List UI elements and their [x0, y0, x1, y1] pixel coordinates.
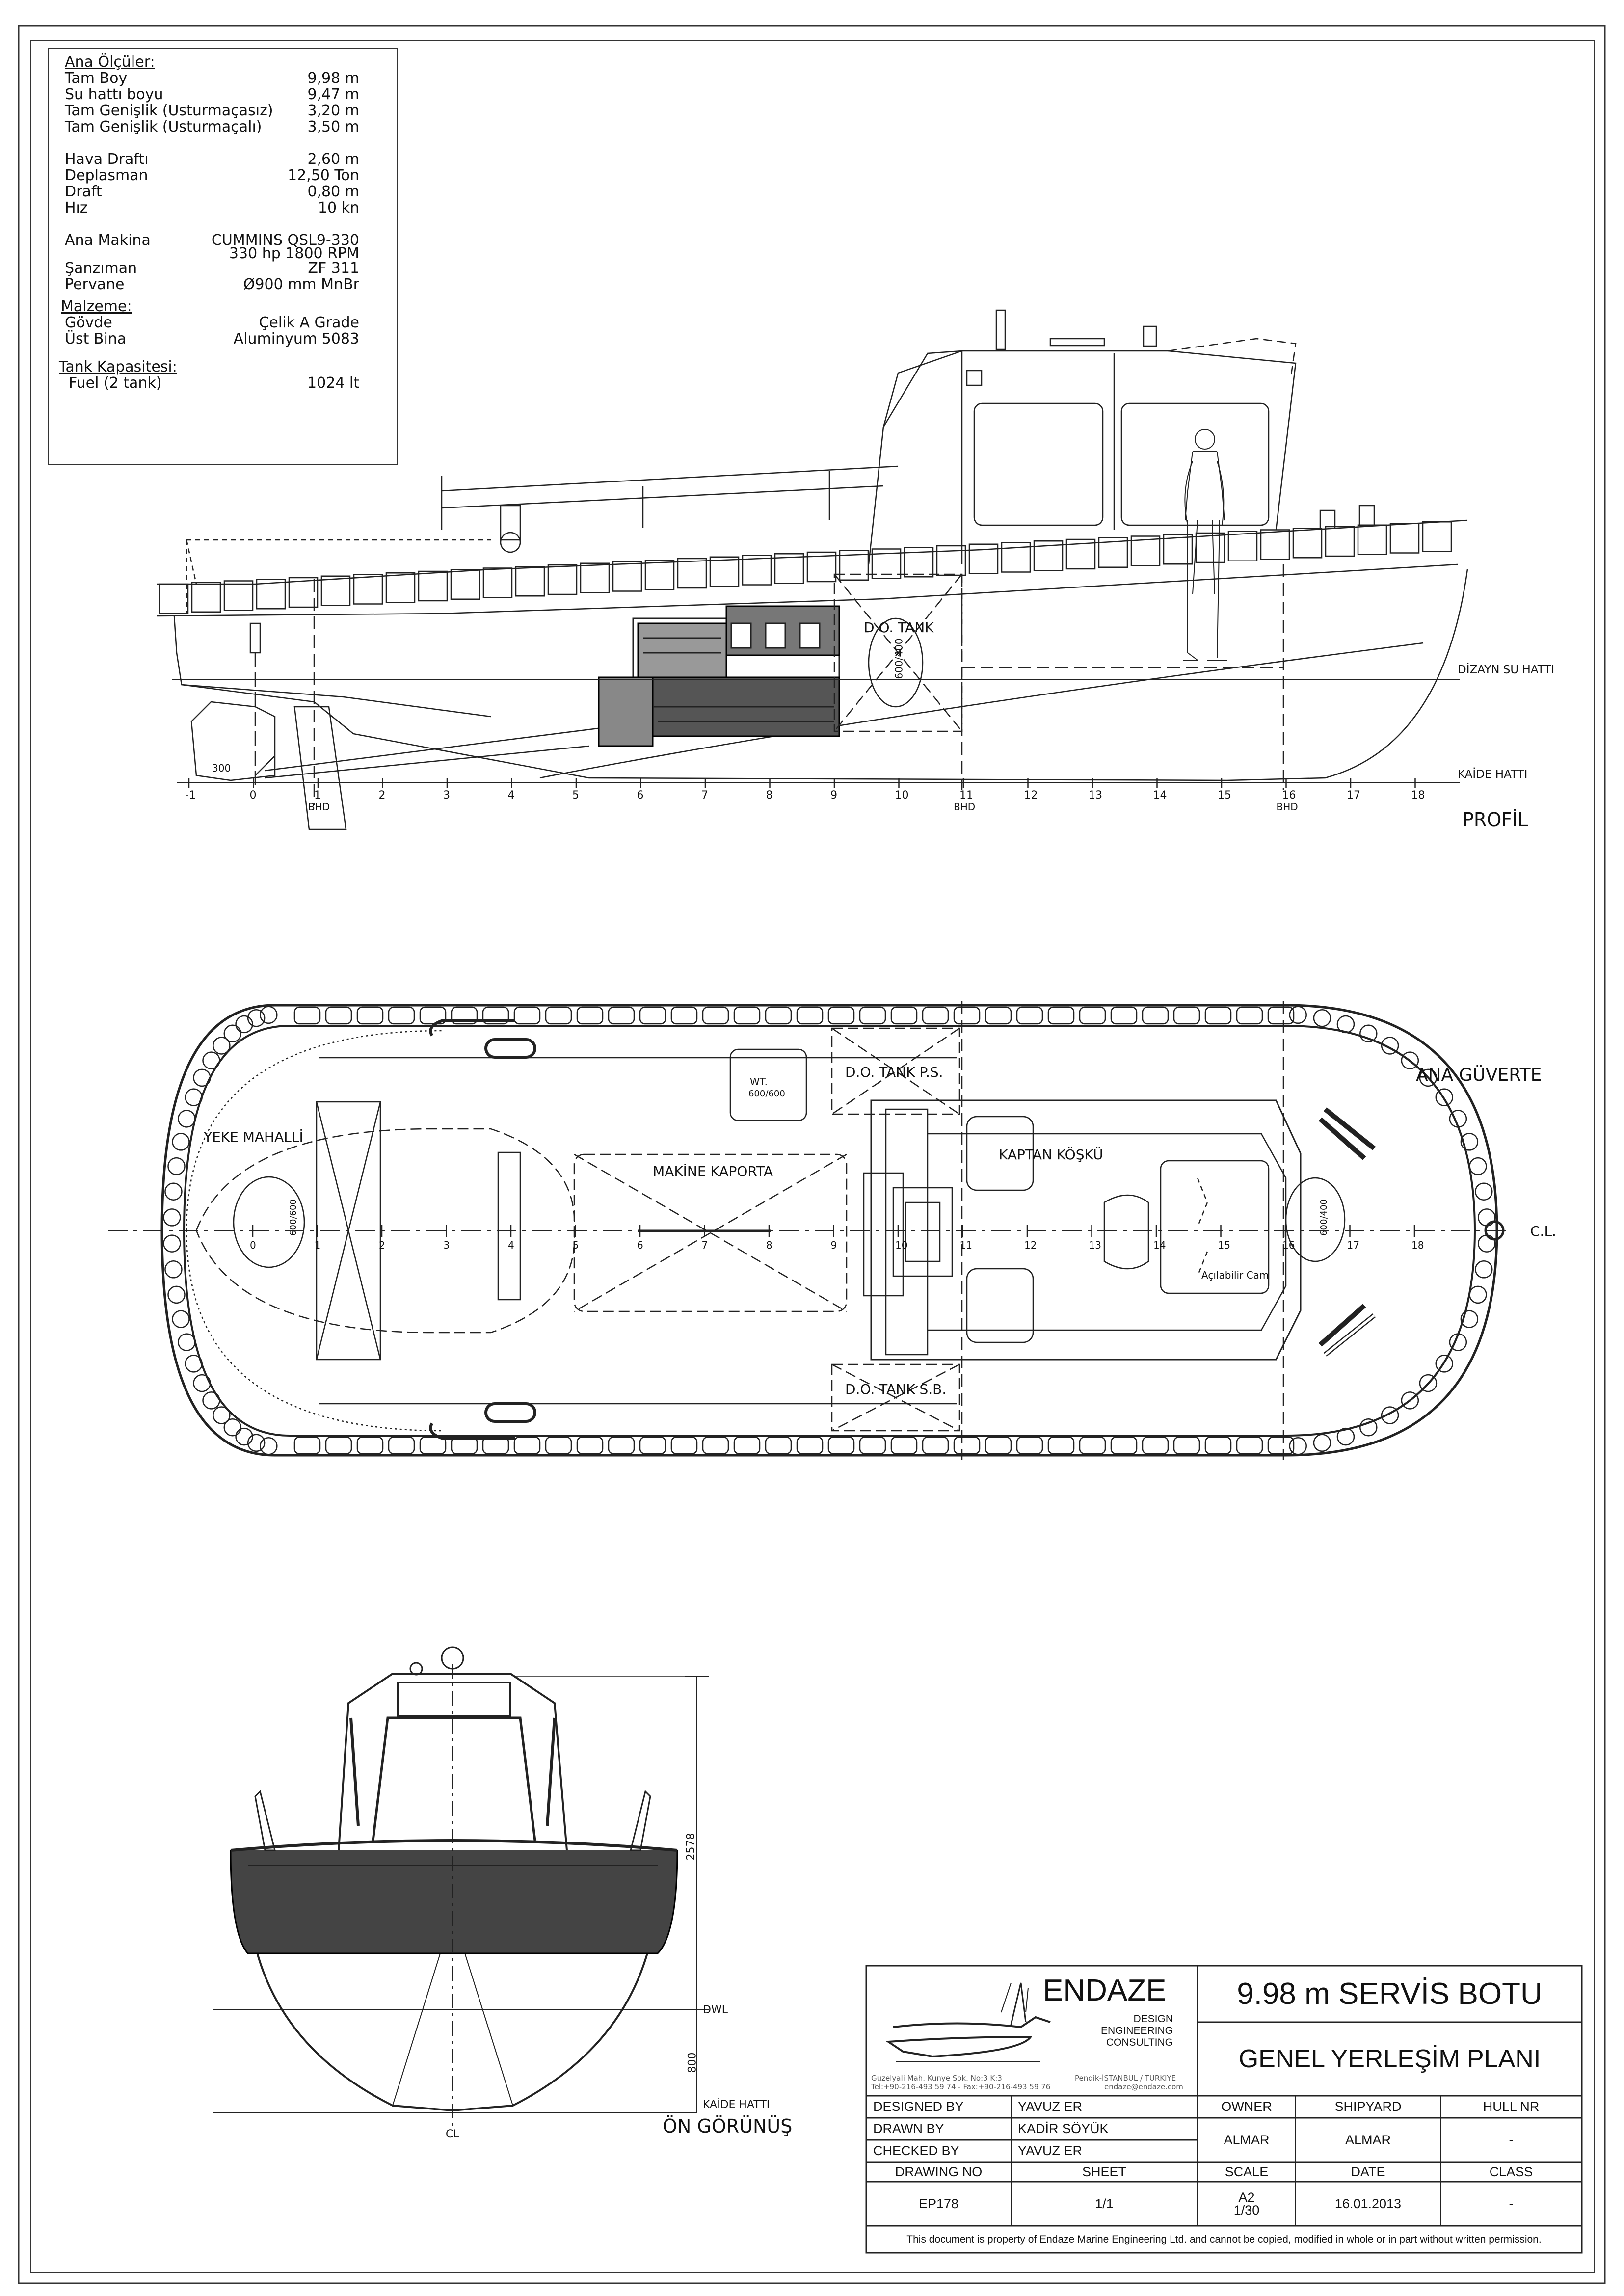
spec-heading-tank: Tank Kapasitesi: — [59, 358, 177, 375]
hatch-size-label: 600/600 — [288, 1199, 298, 1236]
frame-number: 11 — [959, 789, 973, 801]
company-email: endaze@endaze.com — [1104, 2082, 1183, 2091]
spec-value: 2,60 m — [307, 151, 359, 168]
disclaimer: This document is property of Endaze Marine Engineering Ltd. and cannot be copied, modified in whole or in part without written permission. — [906, 2233, 1542, 2245]
bulkhead-label: BHD — [308, 801, 330, 813]
front-title: ÖN GÖRÜNÜŞ — [663, 2115, 793, 2137]
spec-value: 3,50 m — [307, 118, 359, 135]
company-name: ENDAZE — [1043, 1974, 1167, 2007]
frame-number: 3 — [443, 789, 450, 801]
company-service: ENGINEERING — [1100, 2025, 1173, 2036]
project-title: 9.98 m SERVİS BOTU — [1237, 1977, 1543, 2011]
frame-number: 11 — [959, 1239, 972, 1251]
deck-title: ANA GÜVERTE — [1416, 1065, 1542, 1085]
center-line-label: C.L. — [1530, 1223, 1556, 1239]
spec-value: 10 kn — [318, 199, 359, 216]
do-tank-sb-label: D.O. TANK S.B. — [845, 1381, 947, 1397]
owner-value: ALMAR — [1224, 2132, 1270, 2147]
frame-number: 0 — [249, 789, 257, 801]
frame-number: 8 — [766, 1239, 772, 1251]
frame-number: 15 — [1218, 789, 1231, 801]
class-label: CLASS — [1489, 2164, 1533, 2179]
company-address: Guzelyali Mah. Kunye Sok. No:3 K:3 — [871, 2074, 1002, 2082]
frame-number: 13 — [1089, 789, 1102, 801]
checked-by-label: CHECKED BY — [873, 2143, 959, 2158]
spec-key: Gövde — [65, 314, 112, 331]
sheet-value: 1/1 — [1095, 2196, 1114, 2211]
frame-number: 9 — [830, 1239, 837, 1251]
frame-number: 12 — [1024, 1239, 1037, 1251]
frame-number: 5 — [572, 1239, 579, 1251]
hatch-size-label: 600/600 — [748, 1089, 785, 1099]
frame-number: 6 — [637, 789, 644, 801]
shipyard-label: SHIPYARD — [1334, 2099, 1402, 2114]
spec-key: Hız — [65, 199, 88, 216]
logo-mark — [893, 2017, 1050, 2027]
company-service: CONSULTING — [1106, 2037, 1173, 2048]
spec-value: ZF 311 — [308, 260, 359, 277]
frame-number: 5 — [572, 789, 579, 801]
frame-number: 16 — [1282, 789, 1296, 801]
spec-key: Şanzıman — [65, 260, 137, 277]
frame-number: 8 — [766, 789, 773, 801]
owner-label: OWNER — [1221, 2099, 1272, 2114]
drawing-title: GENEL YERLEŞİM PLANI — [1238, 2045, 1541, 2073]
opening-window-label: Açılabilir Cam — [1201, 1269, 1269, 1281]
hull-label: HULL NR — [1483, 2099, 1540, 2114]
drawing-no-value: EP178 — [918, 2196, 959, 2211]
front-baseline-label: KAİDE HATTI — [703, 2099, 770, 2111]
spec-key: Deplasman — [65, 167, 148, 184]
engine-hatch-label: MAKİNE KAPORTA — [653, 1163, 773, 1179]
frame-number: 1 — [314, 789, 321, 801]
frame-number: 4 — [508, 1239, 514, 1251]
dimension-label: 300 — [212, 762, 231, 774]
hatch-label: WT. — [750, 1076, 768, 1088]
scale-paper: A2 — [1238, 2190, 1255, 2205]
spec-value: 12,50 Ton — [287, 167, 359, 184]
do-tank-ps-label: D.O. TANK P.S. — [845, 1064, 943, 1080]
spec-heading-main: Ana Ölçüler: — [65, 53, 155, 71]
wheelhouse-label: KAPTAN KÖŞKÜ — [999, 1147, 1103, 1163]
spec-key: Su hattı boyu — [65, 86, 163, 103]
frame-number: 14 — [1153, 1239, 1166, 1251]
frame-number: 13 — [1089, 1239, 1101, 1251]
spec-key: Ana Makina — [65, 232, 151, 249]
spec-value: CUMMINS QSL9-330 — [211, 232, 359, 249]
frame-number: 6 — [637, 1239, 643, 1251]
hatch-size-label: 600/400 — [1318, 1199, 1329, 1236]
baseline-label: KAİDE HATTI — [1458, 768, 1528, 781]
frame-number: 18 — [1411, 789, 1425, 801]
spec-key: Hava Draftı — [65, 151, 149, 168]
frame-number: -1 — [185, 789, 196, 801]
drawn-by-label: DRAWN BY — [873, 2121, 944, 2136]
class-value: - — [1509, 2196, 1514, 2211]
checked-by-value: YAVUZ ER — [1018, 2143, 1083, 2158]
spec-key: Üst Bina — [65, 330, 127, 347]
front-dwl-label: DWL — [703, 2004, 728, 2016]
company-city: Pendik-İSTANBUL / TURKIYE — [1075, 2074, 1176, 2082]
frame-number: 17 — [1347, 1239, 1359, 1251]
frame-number: 18 — [1411, 1239, 1424, 1251]
date-label: DATE — [1351, 2164, 1385, 2179]
company-service: DESIGN — [1133, 2013, 1173, 2025]
frame-number: 2 — [378, 789, 386, 801]
spec-value: 9,47 m — [307, 86, 359, 103]
frame-number: 16 — [1282, 1239, 1295, 1251]
frame-number: 17 — [1347, 789, 1360, 801]
spec-value: 1024 lt — [307, 374, 359, 392]
scale-ratio: 1/30 — [1233, 2203, 1260, 2217]
frame-number: 1 — [314, 1239, 321, 1251]
scale-label: SCALE — [1225, 2164, 1269, 2179]
front-dim-draft: 800 — [686, 2052, 699, 2073]
spec-key: Tam Boy — [65, 70, 128, 87]
hull-value: - — [1509, 2132, 1514, 2147]
spec-key: Pervane — [65, 276, 125, 293]
frame-number: 7 — [701, 1239, 708, 1251]
profile-title: PROFİL — [1463, 809, 1528, 830]
front-cl-label: CL — [446, 2128, 459, 2140]
scale-value — [1198, 2182, 1296, 2226]
frame-number: 4 — [507, 789, 515, 801]
sheet-label: SHEET — [1082, 2164, 1127, 2179]
spec-value: Çelik A Grade — [259, 314, 359, 331]
frame-number: 9 — [830, 789, 837, 801]
spec-value: 330 hp 1800 RPM — [229, 245, 359, 262]
frame-number: 14 — [1153, 789, 1167, 801]
spec-value: 3,20 m — [307, 102, 359, 119]
frame-number: 15 — [1218, 1239, 1230, 1251]
frame-number: 0 — [250, 1239, 256, 1251]
spec-value: 0,80 m — [307, 183, 359, 200]
frame-number: 12 — [1024, 789, 1038, 801]
spec-key: Tam Genişlik (Usturmaçasız) — [65, 102, 273, 119]
hatch-size-label: 600/400 — [893, 638, 905, 679]
company-phone: Tel:+90-216-493 59 74 - Fax:+90-216-493 59 76 — [871, 2082, 1051, 2091]
bulkhead-label: BHD — [954, 801, 976, 813]
company-services — [1080, 2013, 1173, 2049]
spec-key: Tam Genişlik (Usturmaçalı) — [65, 118, 262, 135]
drawn-by-value: KADİR SÖYÜK — [1018, 2121, 1109, 2136]
frame-number: 10 — [895, 1239, 908, 1251]
date-value: 16.01.2013 — [1334, 2196, 1402, 2211]
spec-key: Draft — [65, 183, 102, 200]
frame-number: 7 — [701, 789, 708, 801]
front-dim-total: 2578 — [685, 1833, 697, 1861]
spec-value: Ø900 mm MnBr — [243, 276, 359, 293]
do-tank-label: D.O. TANK — [864, 619, 934, 636]
spec-heading-material: Malzeme: — [61, 298, 132, 315]
designed-by-value: YAVUZ ER — [1018, 2099, 1083, 2114]
spec-key: Fuel (2 tank) — [69, 374, 162, 392]
spec-value: 9,98 m — [307, 70, 359, 87]
designed-by-label: DESIGNED BY — [873, 2099, 964, 2114]
drawing-no-label: DRAWING NO — [895, 2164, 983, 2179]
design-waterline-label: DİZAYN SU HATTI — [1458, 664, 1555, 676]
frame-number: 2 — [379, 1239, 385, 1251]
spec-value: Aluminyum 5083 — [233, 330, 359, 347]
aft-space-label: YEKE MAHALLİ — [204, 1129, 303, 1145]
bulkhead-label: BHD — [1276, 801, 1298, 813]
frame-number: 3 — [443, 1239, 450, 1251]
shipyard-value: ALMAR — [1345, 2132, 1391, 2147]
frame-number: 10 — [895, 789, 909, 801]
